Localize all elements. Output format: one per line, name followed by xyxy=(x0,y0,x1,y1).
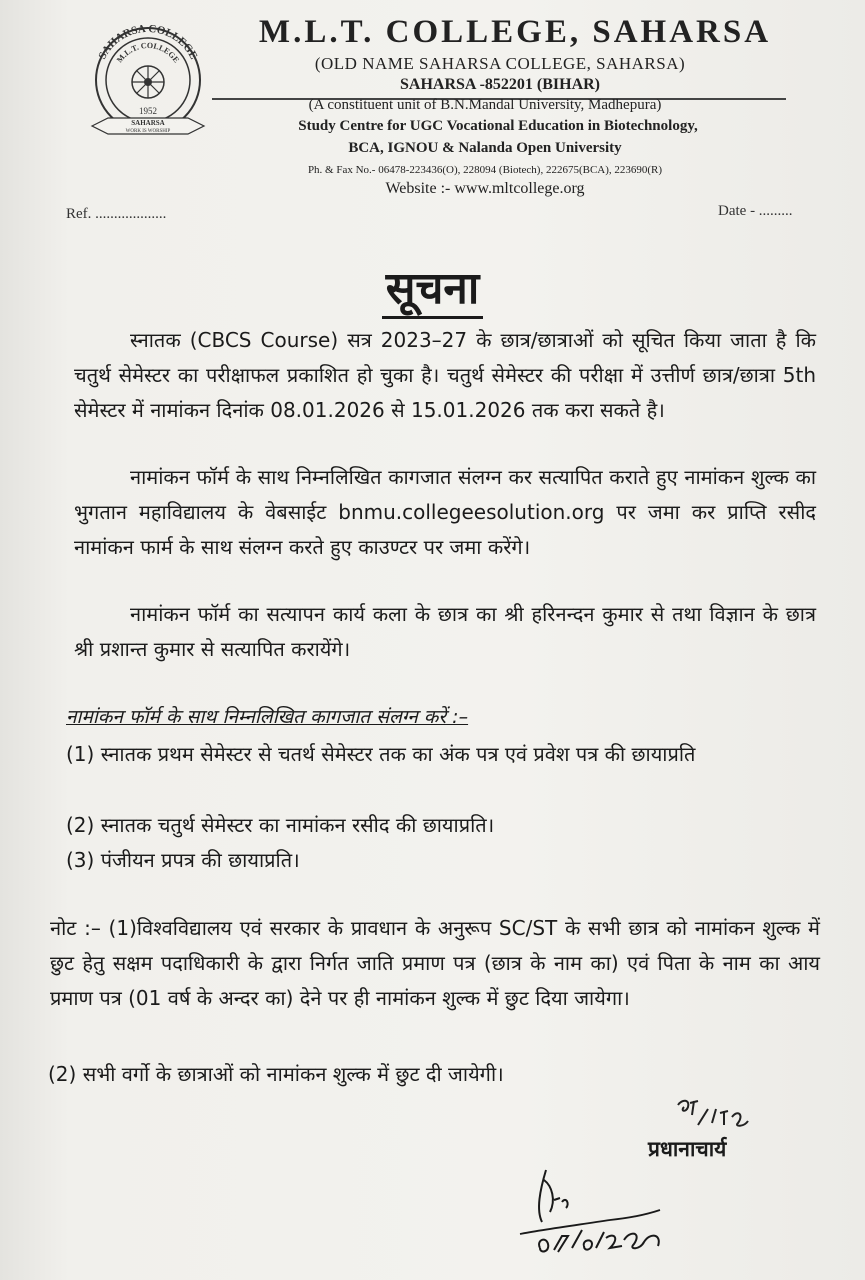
notice-title-text: सूचना xyxy=(382,263,484,319)
attachment-item-3: (3) पंजीयन प्रपत्र की छायाप्रति। xyxy=(66,848,300,872)
study-centre-line-2: BCA, IGNOU & Nalanda Open University xyxy=(348,140,622,156)
college-old-name: (OLD NAME SAHARSA COLLEGE, SAHARSA) xyxy=(314,54,686,73)
note-2: (2) सभी वर्गो के छात्राओं को नामांकन शुल्क में छुट दी जायेगी। xyxy=(48,1062,504,1086)
seal-inner-text: M.L.T. COLLEGE xyxy=(115,40,182,65)
seal-text: SAHARSA COLLEGE xyxy=(96,22,200,62)
attachments-heading: नामांकन फॉर्म के साथ निम्नलिखित कागजात संलग्न करें :– xyxy=(66,706,469,728)
attachment-item-2: (2) स्नातक चतुर्थ सेमेस्टर का नामांकन रसीद की छायाप्रति। xyxy=(66,813,495,837)
college-seal xyxy=(78,18,218,146)
principal-title: प्रधानाचार्य xyxy=(648,1137,727,1161)
study-centre-line-1: Study Centre for UGC Vocational Education in Biotechnology, xyxy=(298,118,698,134)
notice-paragraph-2: नामांकन फॉर्म के साथ निम्नलिखित कागजात संलग्न कर सत्यापित कराते हुए नामांकन शुल्क का भुगतान महाविद्यालय के वेबसाईट bnmu.collegeesolution.org पर जमा कर प्राप्ति रसीद नामांकन फार्म के साथ संलग्न करते हुए काउण्टर पर जमा करेंगे। xyxy=(74,465,816,559)
notice-heading xyxy=(0,256,865,316)
website: Website :- www.mltcollege.org xyxy=(385,180,585,197)
college-address: SAHARSA -852201 (BIHAR) xyxy=(399,76,600,93)
notice-paragraph-3: नामांकन फॉर्म का सत्यापन कार्य कला के छात्र का श्री हरिनन्दन कुमार से तथा विज्ञान के छात्र श्री प्रशान्त कुमार से सत्यापित करायेंगे। xyxy=(74,602,816,661)
notice-paragraph-1: स्नातक (CBCS Course) सत्र 2023–27 के छात्र/छात्राओं को सूचित किया जाता है कि चतुर्थ सेमेस्टर का परीक्षाफल प्रकाशित हो चुका है। चतुर्थ सेमेस्टर की परीक्षा में उत्तीर्ण छात्र/छात्रा 5th सेमेस्टर में नामांकन दिनांक 08.01.2026 से 15.01.2026 तक करा सकते है। xyxy=(74,328,816,422)
handwritten-signature xyxy=(510,1160,680,1260)
reference-number: Ref. ................... xyxy=(66,206,167,222)
date-field: Date - ......... xyxy=(718,203,793,219)
attachment-item-1: (1) स्नातक प्रथम सेमेस्टर से चतर्थ सेमेस्टर तक का अंक पत्र एवं प्रवेश पत्र की छायाप्रति xyxy=(66,742,696,766)
phone-fax: Ph. & Fax No.- 06478-223436(O), 228094 (Biotech), 222675(BCA), 223690(R) xyxy=(307,164,663,176)
seal-year: 1952 xyxy=(139,106,157,116)
university-affiliation: (A constituent unit of B.N.Mandal University, Madhepura) xyxy=(308,97,662,113)
seal-motto: WORK IS WORSHIP xyxy=(125,129,171,134)
note-1: नोट :– (1)विश्वविद्यालय एवं सरकार के प्रावधान के अनुरूप SC/ST के सभी छात्र को नामांकन शुल्क में छुट हेतु सक्षम पदाधिकारी के द्वारा निर्गत जाति प्रमाण पत्र (छात्र के नाम का) एवं पिता के नाम का आय प्रमाण पत्र (01 वर्ष के अन्दर का) देने पर ही नामांकन शुल्क में छुट दिया जायेगा। xyxy=(50,916,820,1010)
seal-banner: SAHARSA xyxy=(131,119,165,127)
college-name: M.L.T. COLLEGE, SAHARSA xyxy=(258,14,772,50)
